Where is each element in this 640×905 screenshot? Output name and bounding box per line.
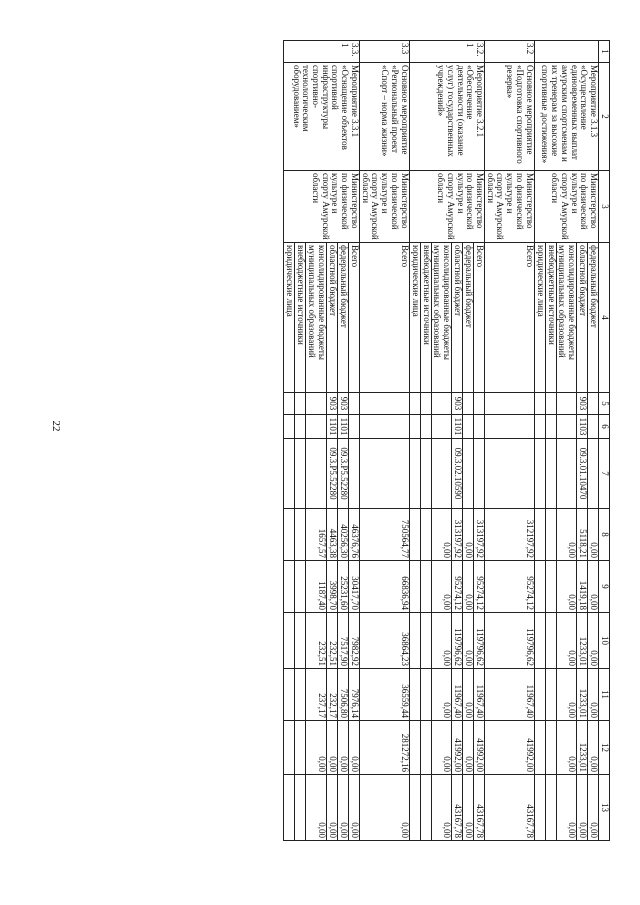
amount-cell: 95274,12: [484, 561, 534, 613]
grbs-code: [462, 393, 473, 415]
column-number-6: 6: [599, 415, 610, 439]
amount-cell: 25231,60: [337, 561, 348, 613]
amount-cell: [534, 613, 545, 669]
amount-cell: [409, 561, 420, 613]
amount-cell: 0,00: [556, 561, 576, 613]
grbs-code: [556, 393, 576, 415]
column-number-11: 11: [599, 669, 610, 721]
section-code: [284, 415, 295, 439]
page-number: 22: [50, 420, 62, 432]
amount-cell: 312197,92: [484, 509, 534, 561]
amount-cell: 0,00: [431, 509, 451, 561]
amount-cell: 0,00: [337, 775, 348, 841]
column-number-10: 10: [599, 613, 610, 669]
amount-cell: 313197,92: [451, 509, 462, 561]
grbs-code: [545, 393, 556, 415]
grbs-code: [473, 393, 484, 415]
amount-cell: 41992,00: [451, 721, 462, 775]
column-number-row: [599, 41, 610, 841]
grbs-code: [306, 393, 326, 415]
funding-source: внебюджетные источники: [545, 243, 556, 393]
amount-cell: 66836,94: [359, 561, 409, 613]
rotated-table-container: [100, 40, 610, 838]
target-article-code: [409, 439, 420, 509]
column-number-12: 12: [599, 721, 610, 775]
column-number-5: 5: [599, 393, 610, 415]
amount-cell: 43167,78: [451, 775, 462, 841]
amount-cell: [420, 613, 431, 669]
amount-cell: 119796,62: [473, 613, 484, 669]
amount-cell: 41992,00: [484, 721, 534, 775]
rotated-page-area: [100, 40, 610, 838]
target-article-code: [473, 439, 484, 509]
grbs-code: [484, 393, 534, 415]
measure-executor: Министерство по физической культуре и спорту Амурской области: [284, 171, 359, 243]
target-article-code: [556, 439, 576, 509]
amount-cell: 11967,40: [451, 669, 462, 721]
target-article-code: [431, 439, 451, 509]
amount-cell: [534, 561, 545, 613]
amount-cell: [295, 613, 306, 669]
column-number-13: 13: [599, 775, 610, 841]
amount-cell: 7506,80: [337, 669, 348, 721]
measure-number: 3.3.1: [284, 41, 359, 63]
amount-cell: 7976,14: [348, 669, 359, 721]
amount-cell: 0,00: [577, 775, 588, 841]
column-number-9: 9: [599, 561, 610, 613]
amount-cell: 1419,18: [577, 561, 588, 613]
amount-cell: 0,00: [462, 775, 473, 841]
section-code: [545, 415, 556, 439]
table-row: [484, 41, 534, 841]
amount-cell: 1233,01: [577, 669, 588, 721]
amount-cell: 0,00: [348, 721, 359, 775]
amount-cell: [545, 669, 556, 721]
amount-cell: 0,00: [462, 613, 473, 669]
amount-cell: 0,00: [462, 669, 473, 721]
amount-cell: 281272,16: [359, 721, 409, 775]
amount-cell: 119796,62: [451, 613, 462, 669]
section-code: [295, 415, 306, 439]
amount-cell: 0,00: [431, 669, 451, 721]
amount-cell: 0,00: [588, 721, 599, 775]
amount-cell: 0,00: [588, 669, 599, 721]
section-code: [359, 415, 409, 439]
section-code: 1101: [451, 415, 462, 439]
amount-cell: 43167,78: [484, 775, 534, 841]
amount-cell: 0,00: [588, 561, 599, 613]
amount-cell: 5118,21: [577, 509, 588, 561]
measure-name: Мероприятие 3.2.1 «Обеспечение деятельности (оказание услуг) государственных учреждений»: [409, 63, 484, 171]
section-code: [420, 415, 431, 439]
amount-cell: 313197,92: [473, 509, 484, 561]
column-number-1: 1: [599, 41, 610, 63]
funding-source: юридические лица: [534, 243, 545, 393]
amount-cell: [420, 669, 431, 721]
column-number-8: 8: [599, 509, 610, 561]
amount-cell: [534, 721, 545, 775]
amount-cell: 36864,23: [359, 613, 409, 669]
section-code: [534, 415, 545, 439]
grbs-code: [409, 393, 420, 415]
amount-cell: 40256,30: [337, 509, 348, 561]
amount-cell: 0,00: [326, 721, 337, 775]
section-code: 1103: [577, 415, 588, 439]
amount-cell: [295, 509, 306, 561]
table-body: [284, 41, 610, 841]
amount-cell: 0,00: [462, 509, 473, 561]
funding-source: внебюджетные источники: [295, 243, 306, 393]
section-code: [556, 415, 576, 439]
target-article-code: [295, 439, 306, 509]
target-article-code: [420, 439, 431, 509]
amount-cell: [420, 509, 431, 561]
section-code: [484, 415, 534, 439]
funding-source: юридические лица: [284, 243, 295, 393]
section-code: 1101: [326, 415, 337, 439]
amount-cell: [420, 775, 431, 841]
amount-cell: 1657,57: [306, 509, 326, 561]
amount-cell: 750564,77: [359, 509, 409, 561]
amount-cell: [284, 721, 295, 775]
measure-number: 3.3: [359, 41, 409, 63]
amount-cell: [295, 775, 306, 841]
amount-cell: 0,00: [431, 775, 451, 841]
amount-cell: [534, 775, 545, 841]
amount-cell: 7982,92: [348, 613, 359, 669]
grbs-code: 903: [451, 393, 462, 415]
column-number-3: 3: [599, 171, 610, 243]
amount-cell: [545, 721, 556, 775]
section-code: [473, 415, 484, 439]
amount-cell: [284, 775, 295, 841]
amount-cell: [409, 669, 420, 721]
funding-source: федеральный бюджет: [462, 243, 473, 393]
amount-cell: [409, 613, 420, 669]
grbs-code: [284, 393, 295, 415]
target-article-code: [306, 439, 326, 509]
amount-cell: 36559,44: [359, 669, 409, 721]
amount-cell: 0,00: [431, 561, 451, 613]
amount-cell: 0,00: [588, 613, 599, 669]
grbs-code: [534, 393, 545, 415]
amount-cell: [284, 561, 295, 613]
grbs-code: 903: [326, 393, 337, 415]
grbs-code: [588, 393, 599, 415]
amount-cell: 11967,40: [473, 669, 484, 721]
amount-cell: 11967,40: [484, 669, 534, 721]
amount-cell: 232,51: [306, 613, 326, 669]
section-code: [348, 415, 359, 439]
target-article-code: [484, 439, 534, 509]
grbs-code: [295, 393, 306, 415]
amount-cell: 232,51: [326, 613, 337, 669]
amount-cell: 0,00: [348, 775, 359, 841]
target-article-code: 09.3.02.10590: [451, 439, 462, 509]
amount-cell: 41992,00: [473, 721, 484, 775]
measure-name: Мероприятие 3.1.3 «Осуществление единовременных выплат амурским спортсменам и их тренерам за высокие спортивные достижения»: [534, 63, 598, 171]
amount-cell: [545, 613, 556, 669]
section-code: [306, 415, 326, 439]
section-code: [431, 415, 451, 439]
amount-cell: 0,00: [306, 775, 326, 841]
table-row: [348, 41, 359, 841]
funding-source: областной бюджет: [451, 243, 462, 393]
amount-cell: [284, 669, 295, 721]
amount-cell: 0,00: [588, 509, 599, 561]
target-article-code: [545, 439, 556, 509]
amount-cell: 232,17: [326, 669, 337, 721]
amount-cell: 0,00: [326, 775, 337, 841]
measure-executor: Министерство по физической культуре и спорту Амурской области: [359, 171, 409, 243]
amount-cell: [409, 721, 420, 775]
amount-cell: [284, 509, 295, 561]
amount-cell: [545, 509, 556, 561]
target-article-code: [462, 439, 473, 509]
funding-source: Всего: [484, 243, 534, 393]
amount-cell: 43167,78: [473, 775, 484, 841]
amount-cell: [534, 669, 545, 721]
amount-cell: [295, 561, 306, 613]
funding-source: юридические лица: [409, 243, 420, 393]
measure-name: Мероприятие 3.3.1 «Оснащение объектов спортивной инфраструктуры спортивно-технологическим оборудованием»: [284, 63, 359, 171]
amount-cell: [409, 509, 420, 561]
amount-cell: 1233,01: [577, 613, 588, 669]
amount-cell: 1187,40: [306, 561, 326, 613]
grbs-code: [431, 393, 451, 415]
amount-cell: 0,00: [556, 509, 576, 561]
amount-cell: [409, 775, 420, 841]
funding-source: Всего: [348, 243, 359, 393]
amount-cell: [545, 775, 556, 841]
grbs-code: [348, 393, 359, 415]
target-article-code: [284, 439, 295, 509]
measure-number: 3.2: [484, 41, 534, 63]
amount-cell: 0,00: [556, 669, 576, 721]
funding-source: Всего: [359, 243, 409, 393]
amount-cell: [420, 721, 431, 775]
target-article-code: [348, 439, 359, 509]
amount-cell: 0,00: [359, 775, 409, 841]
measure-number: [534, 41, 598, 63]
amount-cell: [295, 721, 306, 775]
funding-source: консолидированные бюджеты муниципальных образований: [556, 243, 576, 393]
amount-cell: 119796,62: [484, 613, 534, 669]
measure-executor: Министерство по физической культуре и спорту Амурской области: [534, 171, 598, 243]
amount-cell: 7517,90: [337, 613, 348, 669]
grbs-code: [420, 393, 431, 415]
budget-table: [284, 40, 611, 841]
amount-cell: [420, 561, 431, 613]
target-article-code: 09.3.P5.52280: [326, 439, 337, 509]
amount-cell: 95274,12: [451, 561, 462, 613]
amount-cell: 0,00: [556, 721, 576, 775]
amount-cell: 0,00: [556, 775, 576, 841]
section-code: [462, 415, 473, 439]
table-row: [473, 41, 484, 841]
funding-source: консолидированные бюджеты муниципальных образований: [431, 243, 451, 393]
amount-cell: 4463,38: [326, 509, 337, 561]
amount-cell: 0,00: [431, 613, 451, 669]
column-number-4: 4: [599, 243, 610, 393]
target-article-code: 09.3.P5.52280: [337, 439, 348, 509]
measure-executor: Министерство по физической культуре и спорту Амурской области: [409, 171, 484, 243]
target-article-code: [359, 439, 409, 509]
amount-cell: 0,00: [431, 721, 451, 775]
grbs-code: [359, 393, 409, 415]
funding-source: Всего: [473, 243, 484, 393]
amount-cell: 3998,70: [326, 561, 337, 613]
funding-source: консолидированные бюджеты муниципальных образований: [306, 243, 326, 393]
funding-source: федеральный бюджет: [588, 243, 599, 393]
column-number-2: 2: [599, 63, 610, 171]
measure-name: Основное мероприятие «Подготовка спортивного резерва»: [484, 63, 534, 171]
funding-source: внебюджетные источники: [420, 243, 431, 393]
table-row: [359, 41, 409, 841]
target-article-code: [588, 439, 599, 509]
measure-executor: Министерство по физической культуре и спорту Амурской области: [484, 171, 534, 243]
target-article-code: 09.3.01.10470: [577, 439, 588, 509]
amount-cell: 95274,12: [473, 561, 484, 613]
table-row: [588, 41, 599, 841]
amount-cell: [284, 613, 295, 669]
amount-cell: 30417,70: [348, 561, 359, 613]
amount-cell: 0,00: [556, 613, 576, 669]
measure-name: Основное мероприятие «Региональный проект «Спорт – норма жизни»: [359, 63, 409, 171]
amount-cell: 0,00: [462, 721, 473, 775]
funding-source: областной бюджет: [326, 243, 337, 393]
amount-cell: [545, 561, 556, 613]
section-code: [588, 415, 599, 439]
amount-cell: 0,00: [337, 721, 348, 775]
amount-cell: 0,00: [306, 721, 326, 775]
grbs-code: 903: [577, 393, 588, 415]
amount-cell: [534, 509, 545, 561]
amount-cell: [295, 669, 306, 721]
column-number-7: 7: [599, 439, 610, 509]
measure-number: 3.2.1: [409, 41, 484, 63]
amount-cell: 237,17: [306, 669, 326, 721]
target-article-code: [534, 439, 545, 509]
amount-cell: 0,00: [462, 561, 473, 613]
section-code: 1101: [337, 415, 348, 439]
grbs-code: 903: [337, 393, 348, 415]
funding-source: областной бюджет: [577, 243, 588, 393]
amount-cell: 1233,01: [577, 721, 588, 775]
funding-source: федеральный бюджет: [337, 243, 348, 393]
amount-cell: 46376,76: [348, 509, 359, 561]
section-code: [409, 415, 420, 439]
amount-cell: 0,00: [588, 775, 599, 841]
